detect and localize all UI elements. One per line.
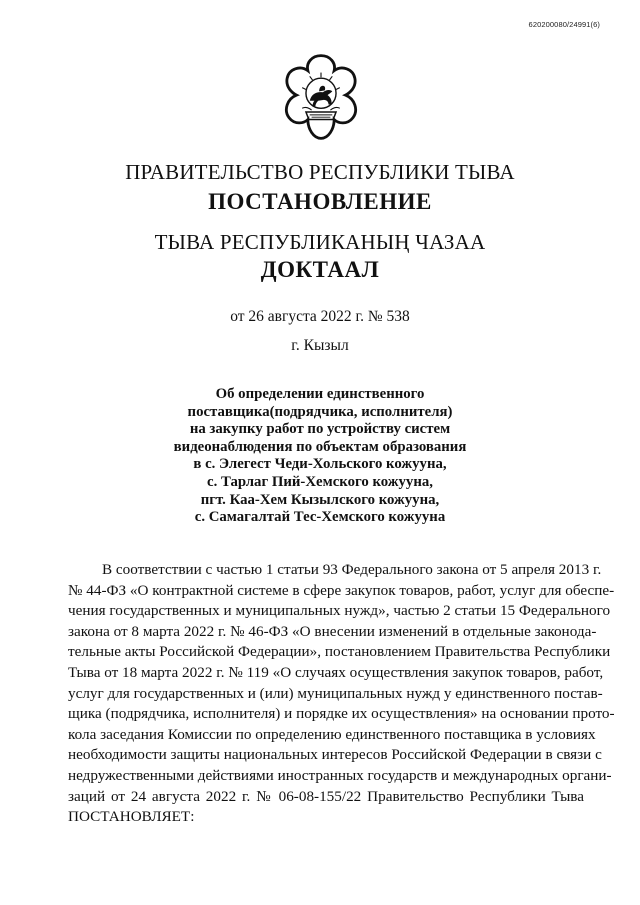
government-name-tuv: ТЫВА РЕСПУБЛИКАНЫҢ ЧАЗАА	[154, 230, 486, 254]
government-name-ru: ПРАВИТЕЛЬСТВО РЕСПУБЛИКИ ТЫВА	[125, 160, 515, 184]
subject-line: Об определении единственного	[215, 386, 425, 402]
body-line: заций от 24 августа 2022 г. № 06-08-155/22 Правительство Республики Тыва	[68, 787, 584, 805]
body-line: недружественными действиями иностранных государств и международных органи-	[68, 766, 612, 784]
subject-line: поставщика(подрядчика, исполнителя)	[187, 403, 453, 420]
subject-line: с. Самагалтай Тес-Хемского кожууна	[194, 509, 446, 526]
body-line: услуг для государственных и (или) муниципальных нужд у единственного постав-	[68, 684, 603, 702]
body-line: чения государственных и муниципальных нужд», частью 2 статьи 15 Федерального	[68, 602, 611, 620]
body-line: тельные акты Российской Федерации», постановлением Правительства Республики	[68, 643, 611, 661]
body-line: В соответствии с частью 1 статьи 93 Федерального закона от 5 апреля 2013 г.	[102, 561, 602, 578]
subject-line: видеонаблюдения по объектам образования	[173, 438, 467, 455]
subject-line: на закупку работ по устройству систем	[189, 421, 451, 438]
document-type-ru: ПОСТАНОВЛЕНИЕ	[208, 189, 432, 214]
body-line: необходимости защиты национальных интересов Российской Федерации в связи с	[68, 746, 602, 764]
document-id: 620200080/24991(6)	[528, 20, 600, 29]
subject-line: в с. Элегест Чеди-Хольского кожууна,	[193, 456, 447, 473]
document-city: г. Кызыл	[291, 337, 349, 354]
document-subject	[0, 386, 640, 527]
body-line: кола заседания Комиссии по определению единственного поставщика в условиях	[68, 725, 596, 743]
body-line: Тыва от 18 марта 2022 г. № 119 «О случаях осуществления закупок товаров, работ,	[68, 663, 604, 681]
document-body	[68, 560, 615, 828]
body-line: щика (подрядчика, исполнителя) и порядке их осуществления» на основании прото-	[68, 705, 615, 723]
document-date-number: от 26 августа 2022 г. № 538	[230, 308, 410, 325]
body-line: № 44-ФЗ «О контрактной системе в сфере закупок товаров, работ, услуг для обеспе-	[68, 581, 615, 599]
subject-line: пгт. Каа-Хем Кызылского кожууна,	[200, 491, 440, 508]
subject-line: с. Тарлаг Пий-Хемского кожууна,	[207, 473, 433, 490]
body-line: ПОСТАНОВЛЯЕТ:	[68, 808, 195, 826]
tuva-emblem-icon	[274, 50, 368, 144]
body-line: закона от 8 марта 2022 г. № 46-ФЗ «О внесении изменений в отдельные законода-	[68, 622, 597, 640]
document-type-tuv: ДОКТААЛ	[260, 257, 380, 282]
